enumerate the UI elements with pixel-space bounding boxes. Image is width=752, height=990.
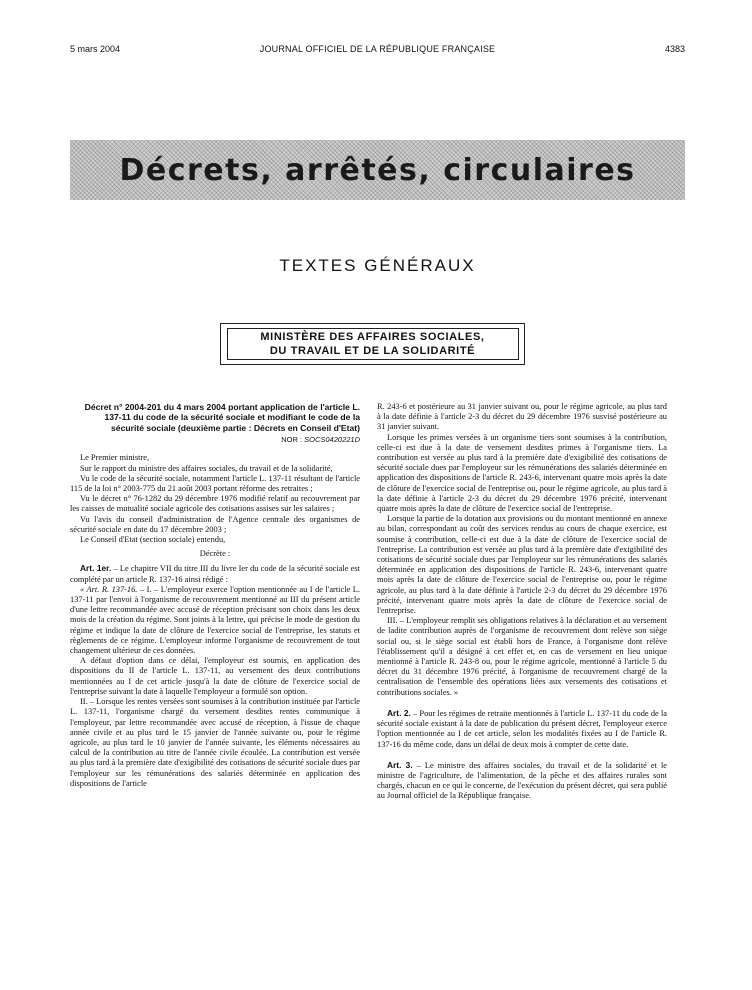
article-1-label: Art. 1er. — [80, 563, 112, 574]
category-banner — [70, 140, 685, 200]
paragraph: III. – L'employeur remplit ses obligations relatives à la déclaration et au versement de ladite contribution auprès de l'organisme de recouvrement dont relève son siège social ou, si le siège social est établi hors de France, à l'organisme dont relève l'établissement qu'il a désigné à cet effet et, en cas de versement en lieu unique mentionné à l'article R. 243-8 ou, pour le régime agricole, mentionné à l'article 5 du décret du 31 décembre 1976 précité, à l'organisme de recouvrement chargé de la centralisation de l'ensemble des opérations liées aux versements des cotisations et contributions sociales. » — [377, 616, 667, 697]
paragraph: Lorsque la partie de la dotation aux provisions ou du montant mentionné en annexe au bilan, correspondant au coût des services rendus au cours de chaque exercice, est soumise à contribution, celle-ci est due à la date de clôture de l'exercice social de l'entreprise. La contribution est versée au plus tard à la première date d'exigibilité des cotisations de sécurité sociale dues par l'employeur sur les rémunérations des salariés déterminée en application des dispositions de l'article R. 243-6, intervenant quatre mois après la date de clôture de l'exercice social de l'entreprise ou, pour le régime agricole, au plus tard à la date définie à l'article 2-3 du décret du 29 décembre 1976 précité, intervenant quatre mois après la date de clôture de l'exercice social de l'entreprise. — [377, 514, 667, 616]
ministry-box-inner — [227, 328, 519, 360]
ministry-line-1: MINISTÈRE DES AFFAIRES SOCIALES, — [260, 331, 485, 343]
paragraph: Vu l'avis du conseil d'administration de l'Agence centrale des organismes de sécurité sociale en date du 17 décembre 2003 ; — [70, 514, 360, 534]
article-3-label: Art. 3. — [387, 759, 413, 770]
ministry-line-2: DU TRAVAIL ET DE LA SOLIDARITÉ — [269, 345, 476, 357]
nor-reference — [70, 435, 360, 445]
journal-title: JOURNAL OFFICIEL DE LA RÉPUBLIQUE FRANÇAISE — [259, 44, 496, 54]
paragraph: II. – Lorsque les rentes versées sont soumises à la contribution instituée par l'article L. 137-11, l'organisme chargé du versement desdites rentes communique à l'employeur, par lettre recommandée avec accusé de réception, à l'issue de chaque année civile et au plus tard le 15 janvier de l'année suivante ou, pour le régime agricole, au plus tard le 10 janvier de l'année suivante, les éléments nécessaires au calcul de la contribution au titre de l'année civile écoulée. La contribution est versée au plus tard à la première date d'exigibilité des cotisations de sécurité sociale dues par l'employeur sur les rémunérations des salariés déterminée en application des dispositions de l'article — [70, 697, 360, 788]
article-3 — [377, 760, 667, 802]
paragraph: R. 243-6 et postérieure au 31 janvier suivant ou, pour le régime agricole, au plus tard à la date définie à l'article 2-3 du décret du 29 décembre 1976 susvisé postérieure au 31 janvier suivant. — [377, 402, 667, 432]
paragraph: Lorsque les primes versées à un organisme tiers sont soumises à la contribution, celle-ci est due à la date de versement desdites primes à l'organisme tiers. La contribution est versée au plus tard à la première date d'exigibilité des cotisations de sécurité sociale dues par l'employeur sur les rémunérations des salariés déterminée en application des dispositions de l'article R. 243-6, intervenant quatre mois après la date de clôture de l'exercice social de l'entreprise ou, pour le régime agricole, au plus tard à la date définie à l'article 2-3 du décret du 29 décembre 1976 précité, intervenant quatre mois après la date de clôture de l'exercice social de l'entreprise. — [377, 432, 667, 514]
paragraph: Vu le décret n° 76-1282 du 29 décembre 1976 modifié relatif au recouvrement par les caisses de mutualité sociale agricole des cotisations assises sur les salaires ; — [70, 494, 360, 514]
left-column — [70, 402, 360, 789]
article-r-text: – I. – L'employeur exerce l'option mentionnée au I de l'article L. 137-11 par l'envoi à l'organisme de recouvrement mentionné au III du présent article d'une lettre recommandée avec accusé de réception précisant son choix dans les deux mois de la création du régime. Sont joints à la lettre, qui précise le mode de gestion du régime et indique la date de clôture de l'exercice social de l'entreprise, les statuts et règlements de ce régime. L'employeur informe l'organisme de recouvrement de tout changement ultérieur de ces données. — [70, 584, 360, 656]
article-1 — [70, 563, 360, 584]
page-number: 4383 — [664, 44, 685, 54]
paragraph: Le Conseil d'Etat (section sociale) entendu, — [80, 535, 226, 545]
spacer — [377, 698, 667, 708]
paragraph: Le Premier ministre, — [80, 453, 150, 463]
nor-label: NOR : — [281, 435, 303, 445]
article-2-text: – Pour les régimes de retraite mentionnés à l'article L. 137-11 du code de la sécurité sociale existant à la date de publication du présent décret, l'employeur exerce l'option mentionnée au I de cet article, selon les modalités fixées au I de l'article R. 137-16 du même code, dans un délai de deux mois à compter de cette date. — [377, 708, 667, 749]
banner-title: Décrets, arrêtés, circulaires — [119, 152, 636, 188]
ministry-box — [220, 323, 525, 365]
page-header — [70, 44, 685, 58]
article-r-label: « Art. R. 137-16. — [80, 584, 138, 594]
article-2 — [377, 708, 667, 750]
issue-date: 5 mars 2004 — [70, 44, 121, 54]
article-3-text: – Le ministre des affaires sociales, du travail et de la solidarité et le ministre de l'agriculture, de l'alimentation, de la pêche et des affaires rurales sont chargés, chacun en ce qui le concerne, de l'exécution du présent décret, qui sera publié au Journal officiel de la République française. — [377, 760, 667, 801]
paragraph: Vu le code de la sécurité sociale, notamment l'article L. 137-11 résultant de l'article 115 de la loi n° 2003-775 du 21 août 2003 portant réforme des retraites ; — [70, 473, 360, 494]
article-1-text: – Le chapitre VII du titre III du livre Ier du code de la sécurité sociale est complété par un article R. 137-16 ainsi rédigé : — [70, 564, 360, 584]
article-r-137-16 — [70, 585, 360, 656]
paragraph: A défaut d'option dans ce délai, l'employeur est soumis, en application des dispositions du II de l'article L. 137-11, au versement des deux contributions mentionnées au I de cet article jusqu'à la date de clôture de l'exercice social de l'entreprise suivant la date à laquelle l'employeur a formulé son option. — [70, 656, 360, 696]
right-column — [377, 402, 667, 802]
paragraph: Sur le rapport du ministre des affaires sociales, du travail et de la solidarité, — [80, 463, 333, 473]
decree-title: Décret n° 2004-201 du 4 mars 2004 portant application de l'article L. 137-11 du code de la sécurité sociale et modifiant le code de la sécurité sociale (deuxième partie : Décrets en Conseil d'Etat) — [84, 402, 360, 433]
article-2-label: Art. 2. — [387, 707, 411, 718]
section-title: TEXTES GÉNÉRAUX — [279, 256, 476, 275]
nor-code: SOCS0420221D — [304, 435, 360, 445]
spacer — [377, 750, 667, 760]
decrete-heading: Décrète : — [199, 549, 231, 559]
